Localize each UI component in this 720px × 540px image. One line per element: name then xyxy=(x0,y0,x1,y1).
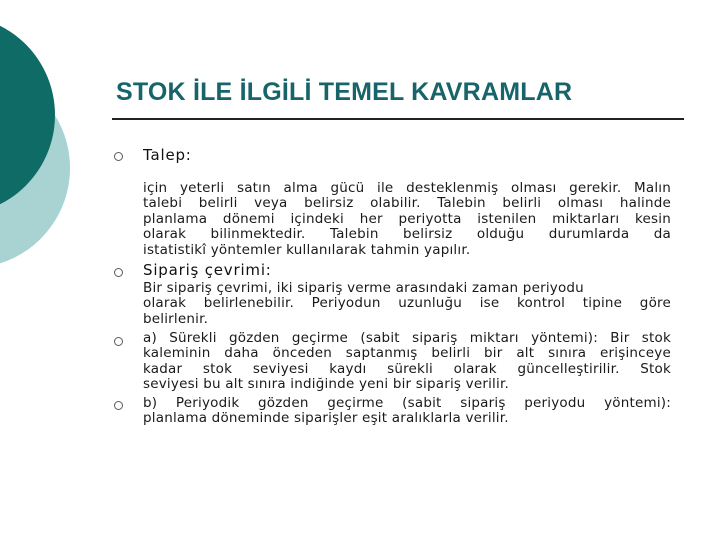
paragraph-line: olarak belirlenebilir. Periyodun uzunluğu ise kontrol tipine göre xyxy=(143,295,671,312)
bullet-icon xyxy=(114,401,123,410)
item-heading-siparis-cevrimi: Sipariş çevrimi: xyxy=(143,261,272,279)
paragraph-line: belirlenir. xyxy=(143,310,209,327)
talep-paragraph xyxy=(143,181,671,258)
paragraph-line: kaleminin daha önceden saptanmış belirli bir alt sınıra erişinceye xyxy=(143,345,671,362)
periyodik-gozden-gecirme-paragraph xyxy=(143,396,671,427)
paragraph-line: planlama dönemi içindeki her periyotta istenilen miktarları kesin xyxy=(143,210,671,227)
paragraph-line: seviyesi bu alt sınıra indiğinde yeni bir sipariş verilir. xyxy=(143,376,509,393)
surekli-gozden-gecirme-paragraph xyxy=(143,331,671,393)
paragraph-line: planlama döneminde siparişler eşit aralıklarla verilir. xyxy=(143,410,509,427)
paragraph-line: istatistikî yöntemler kullanılarak tahmin yapılır. xyxy=(143,241,471,258)
siparis-cevrimi-paragraph xyxy=(143,281,671,327)
bullet-icon xyxy=(114,268,123,277)
paragraph-line: a) Sürekli gözden geçirme (sabit sipariş miktarı yöntemi): Bir stok xyxy=(143,330,671,346)
paragraph-line: olarak bilinmektedir. Talebin belirsiz olduğu durumlarda da xyxy=(143,226,671,243)
decorative-circles xyxy=(0,0,80,290)
paragraph-line: Bir sipariş çevrimi, iki sipariş verme arasındaki zaman periyodu xyxy=(143,280,584,296)
paragraph-line: için yeterli satın alma gücü ile desteklenmiş olması gerekir. Malın xyxy=(143,180,671,196)
slide-title: STOK İLE İLGİLİ TEMEL KAVRAMLAR xyxy=(116,78,573,106)
paragraph-line: kadar stok seviyesi kaydı sürekli olarak güncelleştirilir. Stok xyxy=(143,360,671,377)
item-heading-talep: Talep: xyxy=(143,146,192,164)
bullet-icon xyxy=(114,152,123,161)
bullet-icon xyxy=(114,337,123,346)
paragraph-line: b) Periyodik gözden geçirme (sabit sipariş periyodu yöntemi): xyxy=(143,395,671,411)
title-divider xyxy=(112,118,684,120)
paragraph-line: talebi belirli veya belirsiz olabilir. Talebin belirli olması halinde xyxy=(143,195,671,212)
